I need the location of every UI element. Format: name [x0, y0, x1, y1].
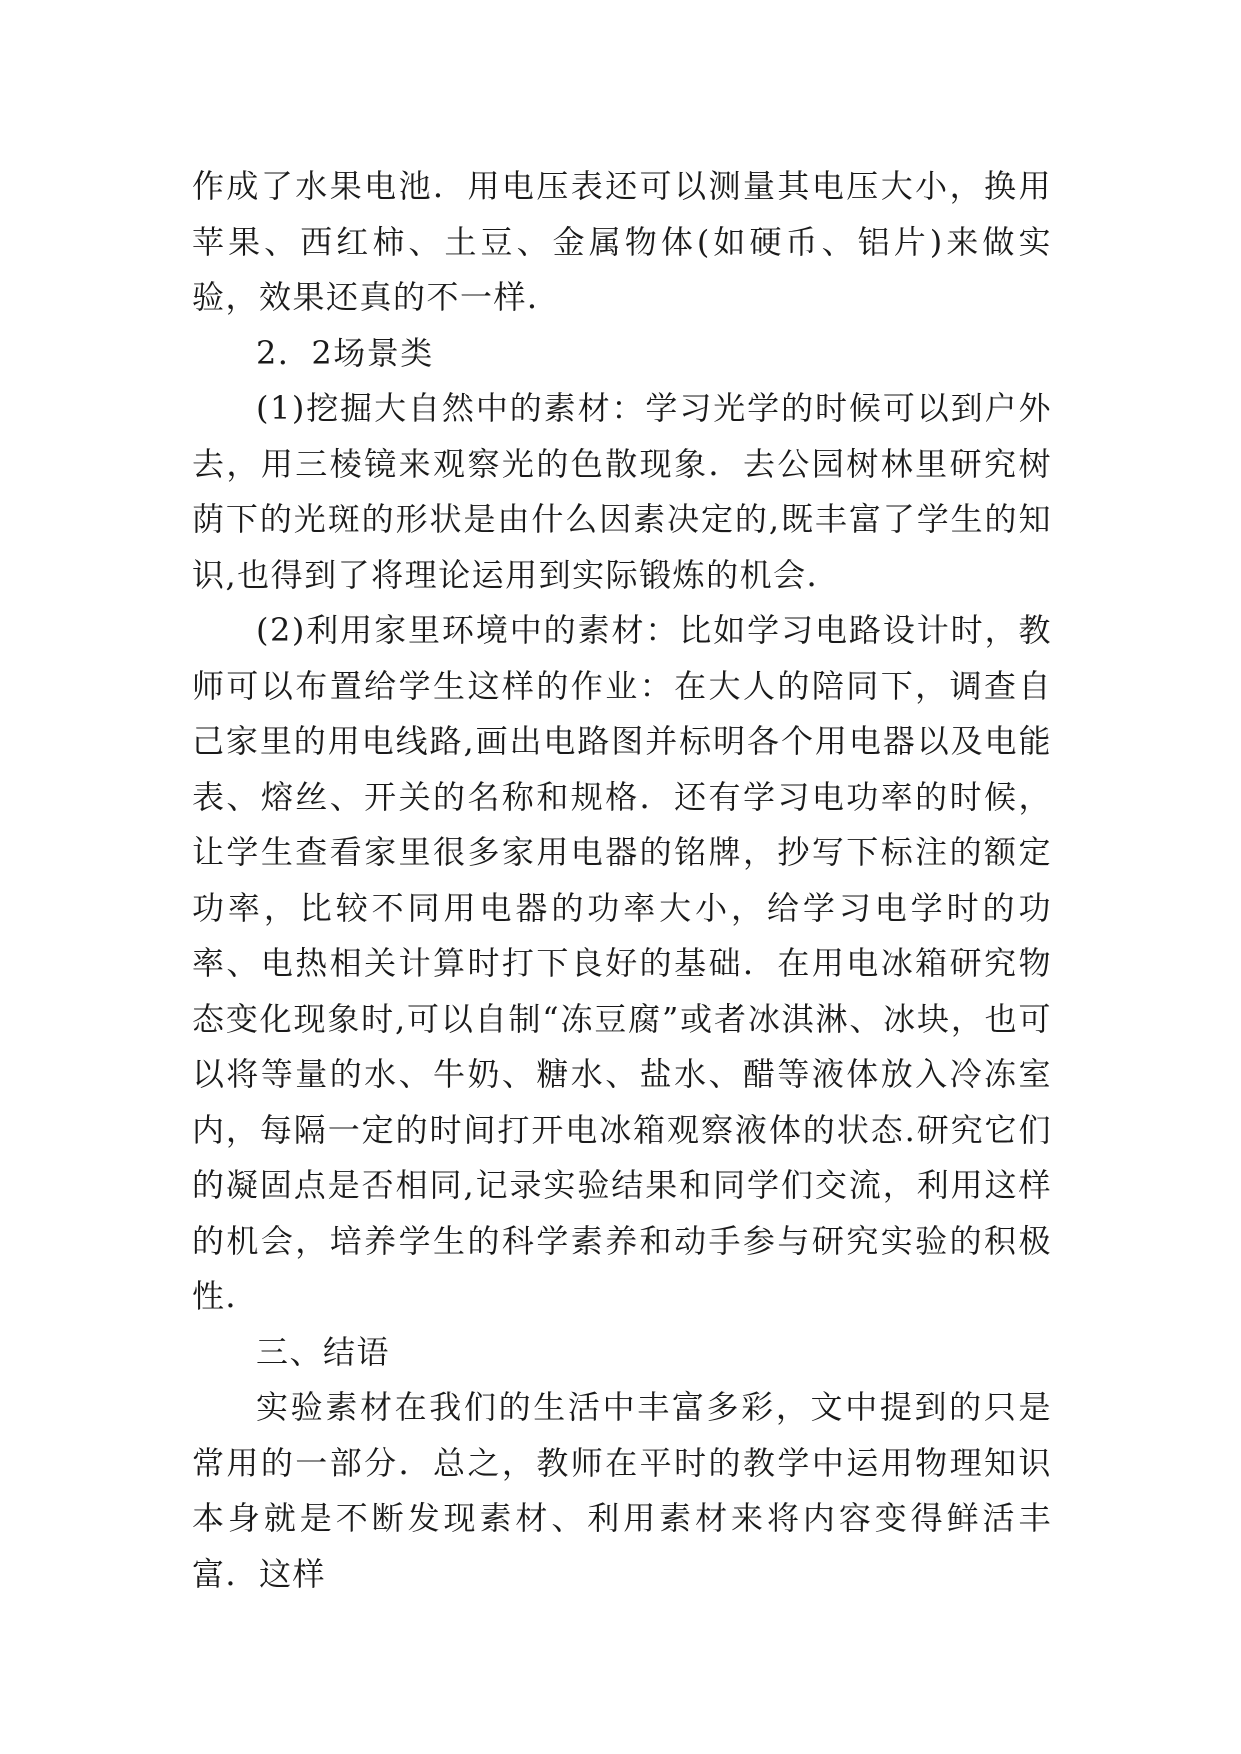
- paragraph-conclusion: 实验素材在我们的生活中丰富多彩，文中提到的只是常用的一部分．总之，教师在平时的教学中运用物理知识本身就是不断发现素材、利用素材来将内容变得鲜活丰富．这样: [192, 1388, 1052, 1593]
- paragraph-fruit-battery: 作成了水果电池．用电压表还可以测量其电压大小，换用苹果、西红柿、土豆、金属物体(如硬币、铝片)来做实验，效果还真的不一样．: [192, 167, 1052, 316]
- paragraph-nature-materials: (1)挖掘大自然中的素材：学习光学的时候可以到户外去，用三棱镜来观察光的色散现象．去公园树林里研究树荫下的光斑的形状是由什么因素决定的,既丰富了学生的知识,也得到了将理论运用到实际锻炼的机会．: [192, 389, 1052, 594]
- paragraph-home-materials: (2)利用家里环境中的素材：比如学习电路设计时，教师可以布置给学生这样的作业：在大人的陪同下，调查自己家里的用电线路,画出电路图并标明各个用电器以及电能表、熔丝、开关的名称和规格．还有学习电功率的时候，让学生查看家里很多家用电器的铭牌，抄写下标注的额定功率，比较不同用电器的功率大小，给学习电学时的功率、电热相关计算时打下良好的基础．在用电冰箱研究物态变化现象时,可以自制“冻豆腐”或者冰淇淋、冰块，也可以将等量的水、牛奶、糖水、盐水、醋等液体放入冷冻室内，每隔一定的时间打开电冰箱观察液体的状态.研究它们的凝固点是否相同,记录实验结果和同学们交流，利用这样的机会，培养学生的科学素养和动手参与研究实验的积极性．: [192, 611, 1052, 1315]
- section-heading-scene: 2．2场景类: [256, 333, 434, 372]
- section-heading-conclusion: 三、结语: [256, 1332, 391, 1371]
- document-body: [192, 159, 1052, 1602]
